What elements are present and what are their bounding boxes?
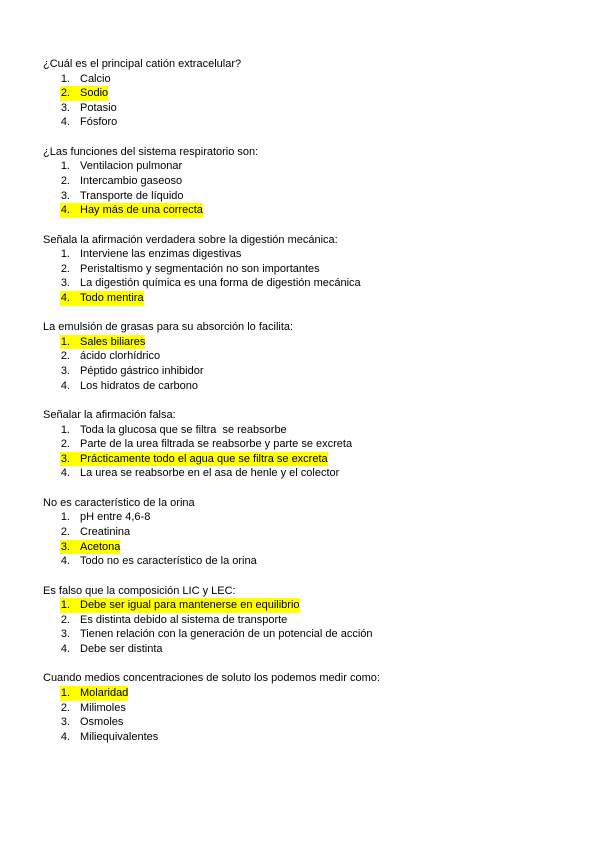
option-highlight xyxy=(60,247,241,262)
option-number: 3. xyxy=(60,189,70,202)
option-highlight xyxy=(60,349,160,364)
option-text: Peristaltismo y segmentación no son importantes xyxy=(80,262,320,275)
option-item xyxy=(43,466,573,481)
option-list xyxy=(43,159,573,217)
option-number: 4. xyxy=(60,379,70,392)
option-text: Milimoles xyxy=(80,701,126,714)
option-number: 3. xyxy=(60,277,70,290)
option-number: 1. xyxy=(60,423,70,436)
question-text: Es falso que la composición LIC y LEC: xyxy=(43,584,236,597)
option-item-correct xyxy=(43,452,573,467)
question-block xyxy=(43,496,573,569)
option-highlight xyxy=(60,72,111,87)
option-number: 1. xyxy=(60,160,70,173)
option-item xyxy=(43,437,573,452)
option-highlight xyxy=(60,159,182,174)
option-item xyxy=(43,627,573,642)
question-text: Cuando medios concentraciones de soluto los podemos medir como: xyxy=(43,672,380,685)
option-number: 3. xyxy=(60,452,70,465)
question-text: ¿Las funciones del sistema respiratorio son: xyxy=(43,145,259,158)
option-highlight xyxy=(60,174,182,189)
option-text: Creatinina xyxy=(80,526,131,539)
question-block xyxy=(43,233,573,306)
option-highlight xyxy=(60,598,300,613)
option-text: Todo mentira xyxy=(80,291,144,304)
option-number: 4. xyxy=(60,467,70,480)
option-item-correct xyxy=(43,335,573,350)
option-text: Miliequivalentes xyxy=(80,730,159,743)
option-highlight xyxy=(60,730,158,745)
option-item xyxy=(43,554,573,569)
question-text: No es característico de la orina xyxy=(43,496,195,509)
option-item xyxy=(43,247,573,262)
option-number: 1. xyxy=(60,686,70,699)
option-item xyxy=(43,525,573,540)
option-text: Osmoles xyxy=(80,716,124,729)
option-text: Sales biliares xyxy=(80,335,146,348)
option-number: 2. xyxy=(60,262,70,275)
question-block xyxy=(43,145,573,218)
option-number: 1. xyxy=(60,599,70,612)
option-number: 2. xyxy=(60,613,70,626)
question-text: Señala la afirmación verdadera sobre la digestión mecánica: xyxy=(43,233,338,246)
option-item-correct xyxy=(43,86,573,101)
option-number: 3. xyxy=(60,716,70,729)
option-text: Transporte de líquido xyxy=(80,189,184,202)
option-text: Tienen relación con la generación de un potencial de acción xyxy=(80,628,373,641)
option-highlight xyxy=(60,291,144,306)
option-number: 2. xyxy=(60,174,70,187)
option-number: 4. xyxy=(60,116,70,129)
option-text: Acetona xyxy=(80,540,121,553)
option-highlight xyxy=(60,466,339,481)
option-list xyxy=(43,510,573,568)
option-list xyxy=(43,686,573,744)
option-text: Fósforo xyxy=(80,116,118,129)
option-text: Sodio xyxy=(80,87,109,100)
option-text: La digestión química es una forma de digestión mecánica xyxy=(80,277,361,290)
option-item xyxy=(43,715,573,730)
option-number: 2. xyxy=(60,438,70,451)
option-highlight xyxy=(60,86,108,101)
option-item-correct xyxy=(43,291,573,306)
option-text: Toda la glucosa que se filtra se reabsorbe xyxy=(80,423,287,436)
option-highlight xyxy=(60,452,328,467)
option-item xyxy=(43,730,573,745)
option-highlight xyxy=(60,510,150,525)
option-item xyxy=(43,701,573,716)
option-highlight xyxy=(60,540,120,555)
option-number: 4. xyxy=(60,204,70,217)
option-highlight xyxy=(60,115,117,130)
question-text: ¿Cuál es el principal catión extracelular? xyxy=(43,58,242,70)
option-number: 4. xyxy=(60,642,70,655)
option-highlight xyxy=(60,101,117,116)
option-item xyxy=(43,262,573,277)
option-number: 2. xyxy=(60,526,70,539)
question-text: Señalar la afirmación falsa: xyxy=(43,409,176,422)
option-list xyxy=(43,598,573,656)
option-highlight xyxy=(60,262,320,277)
option-item-correct xyxy=(43,540,573,555)
quiz-list xyxy=(43,57,573,759)
option-item xyxy=(43,510,573,525)
option-text: Prácticamente todo el agua que se filtra se excreta xyxy=(80,452,328,465)
question-text: La emulsión de grasas para su absorción lo facilita: xyxy=(43,321,294,334)
option-text: Parte de la urea filtrada se reabsorbe y parte se excreta xyxy=(80,438,353,451)
option-item xyxy=(43,349,573,364)
option-text: pH entre 4,6-8 xyxy=(80,511,151,524)
option-text: ácido clorhídrico xyxy=(80,350,161,363)
option-item xyxy=(43,379,573,394)
option-number: 2. xyxy=(60,87,70,100)
option-number: 2. xyxy=(60,701,70,714)
option-list xyxy=(43,72,573,130)
option-text: Debe ser distinta xyxy=(80,642,163,655)
option-highlight xyxy=(60,613,287,628)
option-item xyxy=(43,423,573,438)
option-item xyxy=(43,364,573,379)
option-number: 4. xyxy=(60,730,70,743)
question-block xyxy=(43,320,573,393)
option-list xyxy=(43,335,573,393)
option-item xyxy=(43,72,573,87)
option-item xyxy=(43,101,573,116)
question-block xyxy=(43,408,573,481)
option-item-correct xyxy=(43,203,573,218)
option-number: 3. xyxy=(60,628,70,641)
option-number: 4. xyxy=(60,291,70,304)
option-item xyxy=(43,276,573,291)
option-highlight xyxy=(60,642,163,657)
option-highlight xyxy=(60,379,198,394)
option-item xyxy=(43,174,573,189)
option-number: 3. xyxy=(60,365,70,378)
option-item-correct xyxy=(43,598,573,613)
option-highlight xyxy=(60,701,126,716)
option-number: 1. xyxy=(60,248,70,261)
option-text: Ventilacion pulmonar xyxy=(80,160,183,173)
option-text: Los hidratos de carbono xyxy=(80,379,199,392)
option-highlight xyxy=(60,554,257,569)
option-highlight xyxy=(60,423,287,438)
option-item xyxy=(43,642,573,657)
option-highlight xyxy=(60,276,361,291)
option-number: 3. xyxy=(60,101,70,114)
option-text: Molaridad xyxy=(80,686,129,699)
option-item xyxy=(43,115,573,130)
option-number: 1. xyxy=(60,72,70,85)
option-text: Calcio xyxy=(80,72,111,85)
option-text: Péptido gástrico inhibidor xyxy=(80,365,204,378)
option-highlight xyxy=(60,189,184,204)
option-text: Potasio xyxy=(80,101,117,114)
option-highlight xyxy=(60,364,204,379)
option-number: 2. xyxy=(60,350,70,363)
option-number: 1. xyxy=(60,511,70,524)
option-highlight xyxy=(60,525,130,540)
option-text: Todo no es característico de la orina xyxy=(80,555,257,568)
question-block xyxy=(43,671,573,744)
option-item xyxy=(43,613,573,628)
option-number: 1. xyxy=(60,335,70,348)
option-number: 4. xyxy=(60,555,70,568)
option-text: Interviene las enzimas digestivas xyxy=(80,248,242,261)
option-highlight xyxy=(60,686,128,701)
option-list xyxy=(43,247,573,305)
option-highlight xyxy=(60,437,352,452)
option-text: Hay más de una correcta xyxy=(80,204,203,217)
option-highlight xyxy=(60,203,203,218)
option-item xyxy=(43,159,573,174)
option-text: La urea se reabsorbe en el asa de henle y el colector xyxy=(80,467,340,480)
option-text: Debe ser igual para mantenerse en equilibrio xyxy=(80,599,300,612)
option-text: Es distinta debido al sistema de transporte xyxy=(80,613,288,626)
option-number: 3. xyxy=(60,540,70,553)
question-block xyxy=(43,584,573,657)
option-highlight xyxy=(60,627,373,642)
option-item-correct xyxy=(43,686,573,701)
option-list xyxy=(43,423,573,481)
option-item xyxy=(43,189,573,204)
option-highlight xyxy=(60,715,123,730)
option-text: Intercambio gaseoso xyxy=(80,174,183,187)
question-block xyxy=(43,57,573,130)
option-highlight xyxy=(60,335,145,350)
